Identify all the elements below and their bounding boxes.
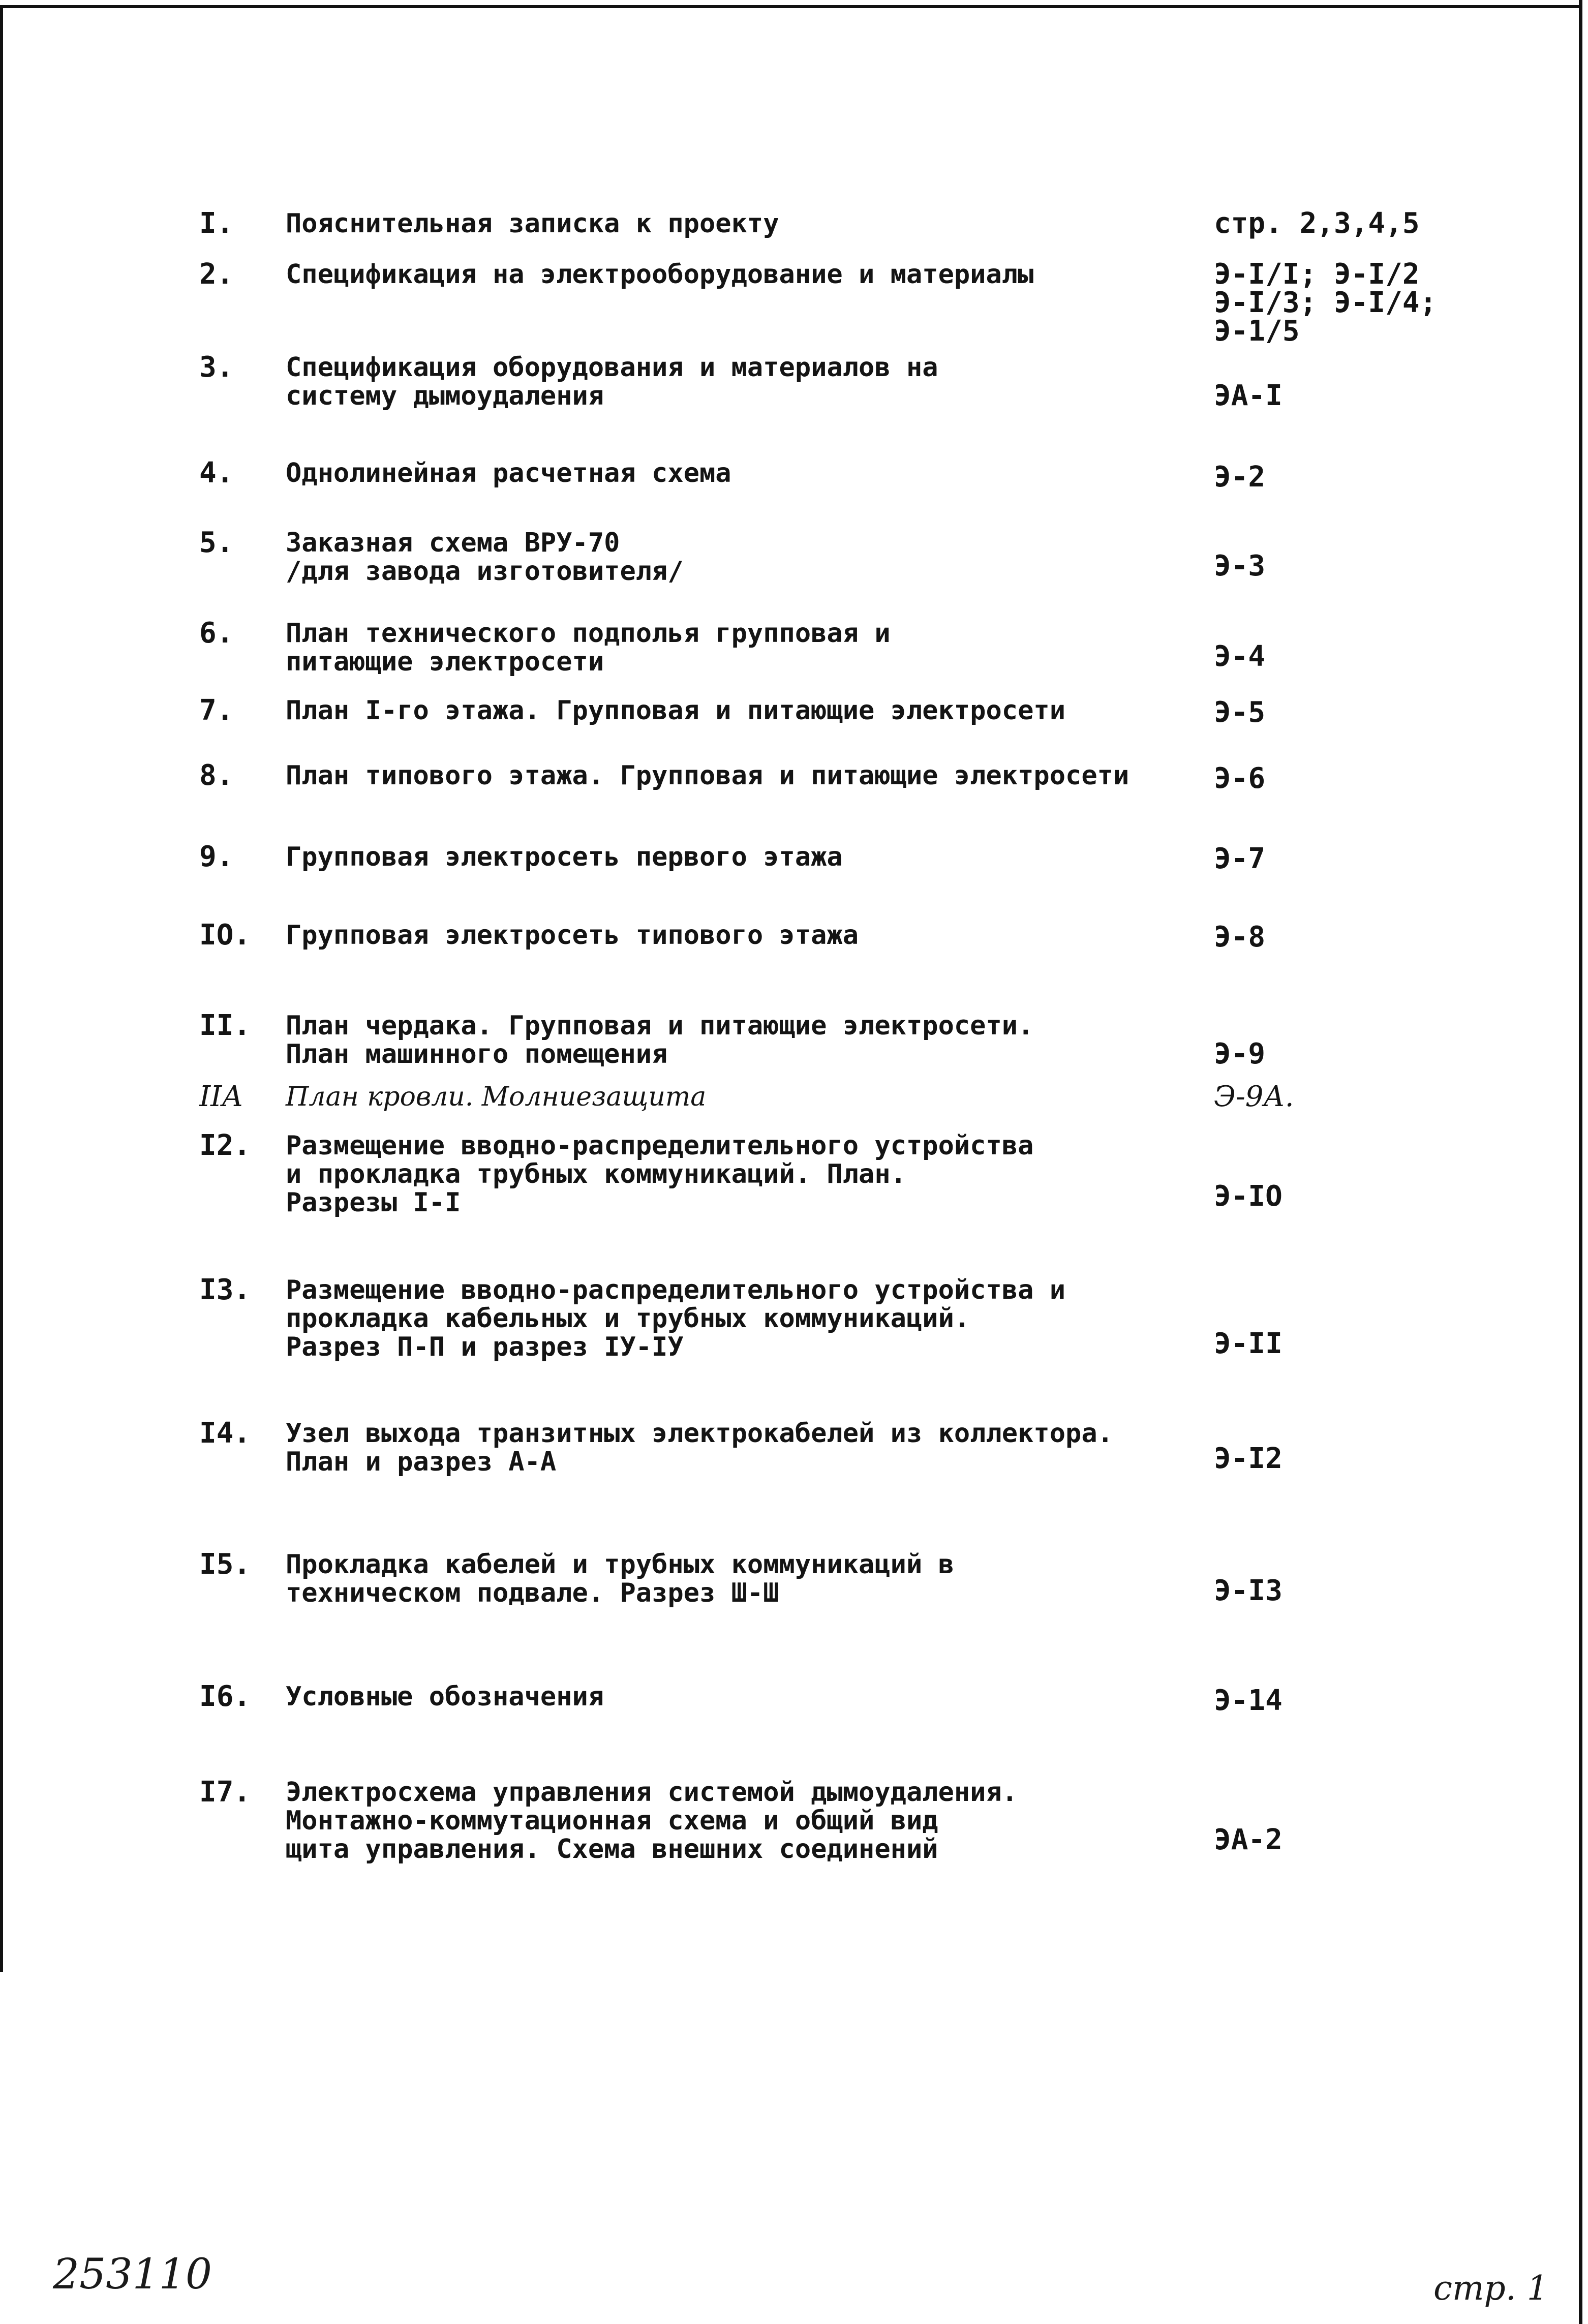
item-number: I6.: [199, 1680, 251, 1713]
item-title: План кровли. Молниезащита: [286, 1082, 707, 1112]
inventory-number: 253110: [53, 2250, 212, 2299]
item-sheet-ref: Э-II: [1214, 1327, 1282, 1360]
item-title: Размещение вводно-распределительного устройства и прокладка кабельных и трубных коммуникаций. Разрез П-П и разрез IУ-IУ: [286, 1275, 1066, 1362]
page-number: стр. 1: [1433, 2269, 1548, 2308]
frame-top-line: [0, 5, 1582, 8]
item-number: 5.: [199, 526, 234, 559]
item-number: 4.: [199, 456, 234, 490]
item-sheet-ref: Э-14: [1214, 1684, 1282, 1717]
item-title: План типового этажа. Групповая и питающие электросети: [286, 760, 1129, 791]
item-title: Пояснительная записка к проекту: [286, 208, 779, 239]
item-sheet-ref: Э-9: [1214, 1037, 1266, 1071]
item-sheet-ref: Э-I2: [1214, 1442, 1282, 1475]
item-sheet-ref: Э-I/I; Э-I/2 Э-I/3; Э-I/4; Э-1/5: [1214, 258, 1437, 348]
item-number: IIА: [199, 1080, 243, 1113]
frame-left-line: [0, 5, 3, 1972]
item-title: Электросхема управления системой дымоудаления. Монтажно-коммутационная схема и общий вид щита управления. Схема внешних соединений: [286, 1777, 1018, 1864]
item-title: Узел выхода транзитных электрокабелей из коллектора. План и разрез А-А: [286, 1418, 1113, 1477]
item-number: II.: [199, 1009, 251, 1042]
item-title: Заказная схема ВРУ-70 /для завода изготовителя/: [286, 528, 684, 587]
item-number: 6.: [199, 617, 234, 650]
item-sheet-ref: Э-6: [1214, 762, 1266, 795]
item-sheet-ref: Э-4: [1214, 640, 1266, 673]
item-number: 2.: [199, 258, 234, 291]
item-number: I3.: [199, 1273, 251, 1306]
item-title: План технического подполья групповая и питающие электросети: [286, 618, 891, 677]
item-sheet-ref: Э-3: [1214, 549, 1266, 583]
item-sheet-ref: Э-7: [1214, 842, 1266, 875]
item-sheet-ref: Э-I3: [1214, 1574, 1282, 1607]
item-number: I7.: [199, 1776, 251, 1809]
item-sheet-ref: Э-2: [1214, 461, 1266, 494]
item-number: I4.: [199, 1417, 251, 1450]
item-sheet-ref: Э-IO: [1214, 1180, 1282, 1213]
item-sheet-ref: Э-9А.: [1214, 1080, 1294, 1113]
item-number: 8.: [199, 759, 234, 792]
item-sheet-ref: стр. 2,3,4,5: [1214, 207, 1420, 240]
item-sheet-ref: ЭА-I: [1214, 379, 1282, 412]
item-title: Однолинейная расчетная схема: [286, 458, 731, 488]
item-title: Групповая электросеть типового этажа: [286, 920, 859, 951]
item-number: IO.: [199, 919, 251, 952]
frame-right-line: [1579, 0, 1582, 2324]
item-number: 7.: [199, 694, 234, 727]
item-sheet-ref: Э-5: [1214, 696, 1266, 729]
item-title: План I-го этажа. Групповая и питающие электросети: [286, 695, 1066, 726]
item-sheet-ref: ЭА-2: [1214, 1823, 1282, 1856]
item-number: 9.: [199, 840, 234, 873]
item-title: Размещение вводно-распределительного устройства и прокладка трубных коммуникаций. План. Разрезы I-I: [286, 1130, 1034, 1218]
item-title: Условные обозначения: [286, 1681, 604, 1712]
item-number: 3.: [199, 351, 234, 384]
item-title: Спецификация на электрооборудование и материалы: [286, 259, 1034, 290]
item-title: План чердака. Групповая и питающие электросети. План машинного помещения: [286, 1011, 1034, 1069]
item-number: I.: [199, 207, 234, 240]
item-title: Прокладка кабелей и трубных коммуникаций в техническом подвале. Разрез Ш-Ш: [286, 1549, 954, 1608]
item-sheet-ref: Э-8: [1214, 921, 1266, 954]
item-number: I5.: [199, 1548, 251, 1581]
item-number: I2.: [199, 1129, 251, 1162]
item-title: Групповая электросеть первого этажа: [286, 842, 843, 872]
item-title: Спецификация оборудования и материалов на систему дымоудаления: [286, 352, 938, 411]
